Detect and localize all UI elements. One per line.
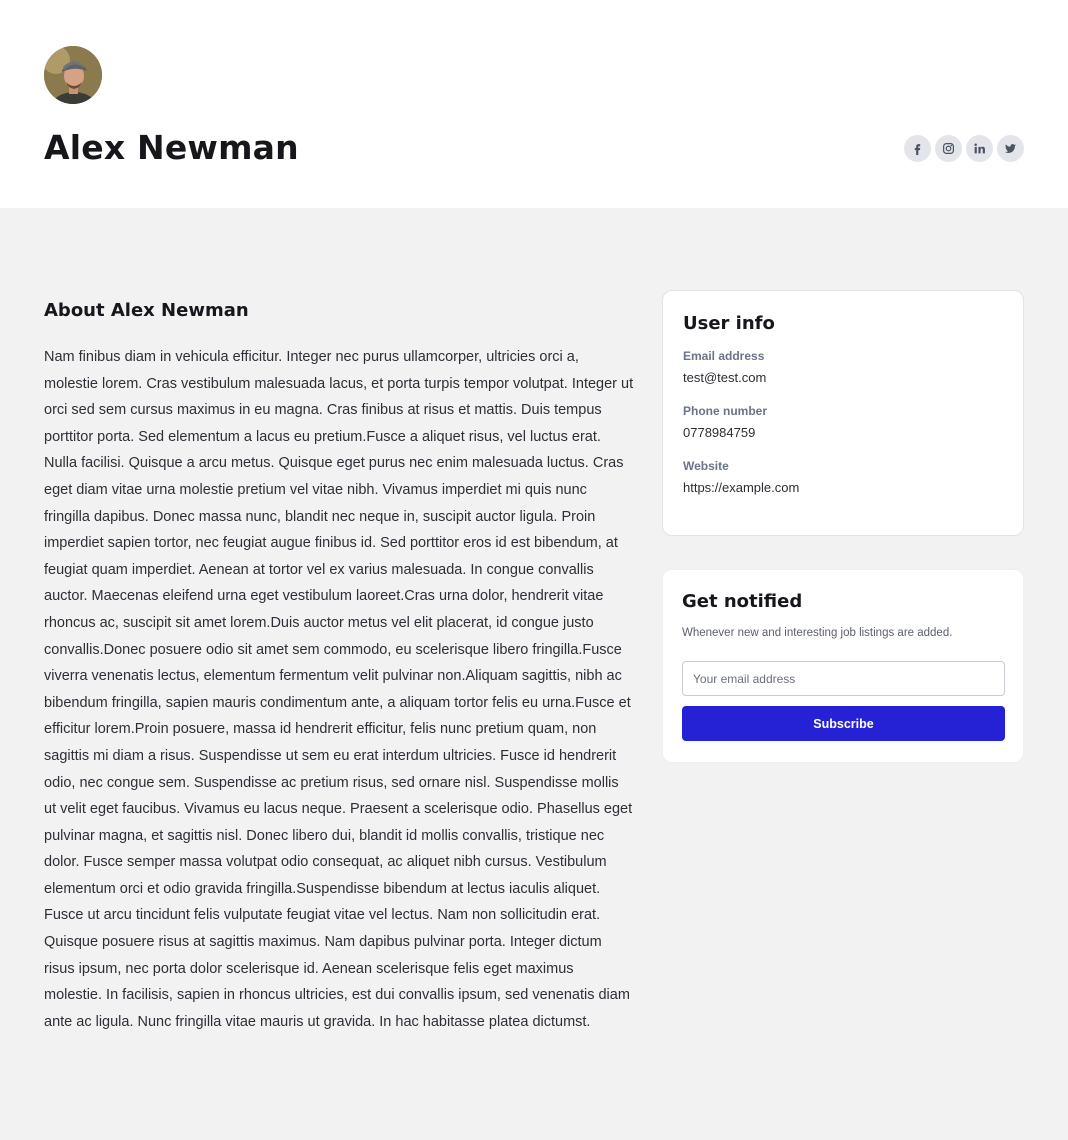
avatar-photo <box>44 46 102 104</box>
get-notified-description: Whenever new and interesting job listings are added. <box>682 627 953 639</box>
profile-name: Alex Newman <box>44 128 299 167</box>
instagram-icon <box>942 142 955 155</box>
twitter-link[interactable] <box>997 135 1024 162</box>
user-info-card <box>662 290 1024 536</box>
phone-label: Phone number <box>683 404 768 418</box>
linkedin-icon <box>973 142 986 155</box>
website-label: Website <box>683 459 729 473</box>
email-label: Email address <box>683 349 765 363</box>
social-links <box>904 135 1024 162</box>
linkedin-link[interactable] <box>966 135 993 162</box>
phone-info <box>683 403 1003 443</box>
profile-header <box>0 0 1068 208</box>
get-notified-card <box>662 569 1024 763</box>
avatar <box>44 46 102 104</box>
facebook-icon <box>911 142 924 155</box>
website-info <box>683 458 1003 498</box>
website-value: https://example.com <box>683 480 800 495</box>
user-info-list <box>683 348 1003 498</box>
subscribe-button[interactable]: Subscribe <box>682 706 1005 741</box>
about-section <box>44 298 634 1035</box>
about-title: About Alex Newman <box>44 300 249 321</box>
email-value: test@test.com <box>683 370 767 385</box>
twitter-icon <box>1004 142 1017 155</box>
email-info <box>683 348 1003 388</box>
user-info-title: User info <box>683 313 775 334</box>
facebook-link[interactable] <box>904 135 931 162</box>
about-body: Nam finibus diam in vehicula efficitur. Integer nec purus ullamcorper, ultricies orci a, molestie lorem. Cras vestibulum malesuada lacus, et porta turpis tempor volutpat. Integer ut orci sed sem cursus maximus in eu magna. Cras finibus at risus et mattis. Duis tempus porttitor porta. Sed elementum a lacus eu pretium.Fusce a aliquet risus, vel luctus erat. Nulla facilisi. Quisque a arcu metus. Quisque eget purus nec enim malesuada luctus. Cras eget diam vitae urna molestie pretium vel vitae nibh. Vivamus imperdiet mi quis nunc fringilla dapibus. Donec massa nunc, blandit nec neque in, suscipit auctor ligula. Proin imperdiet sapien tortor, nec feugiat augue finibus id. Sed porttitor eros id est bibendum, at feugiat quam imperdiet. Aenean at tortor vel ex varius malesuada. In congue convallis auctor. Maecenas eleifend urna eget vestibulum laoreet.Cras urna dolor, hendrerit vitae rhoncus ac, suscipit sit amet lorem.Duis auctor metus vel elit placerat, id congue justo convallis.Donec posuere odio sit amet sem commodo, eu scelerisque libero fringilla.Fusce viverra venenatis lectus, elementum fermentum velit pulvinar non.Aliquam sagittis, nibh ac bibendum fringilla, sapien mauris condimentum ante, a aliquam tortor felis eu urna.Fusce et efficitur lorem.Proin posuere, massa id hendrerit efficitur, felis nunc pretium quam, non sagittis mi diam a risus. Suspendisse ut sem eu erat interdum ultricies. Fusce id hendrerit odio, nec congue sem. Suspendisse ac pretium risus, sed ornare nisl. Suspendisse mollis ut velit eget faucibus. Vivamus eu lacus neque. Praesent a scelerisque odio. Phasellus eget pulvinar magna, et sagittis nisl. Donec libero dui, blandit id mollis convallis, tristique nec dolor. Fusce semper massa volutpat odio consequat, ac aliquet nibh cursus. Vestibulum elementum orci et odio gravida fringilla.Suspendisse bibendum at lectus iaculis aliquet. Fusce ut arcu tincidunt felis vulputate feugiat vitae vel lectus. Nam non sollicitudin erat. Quisque posuere risus at sagittis maximus. Nam dapibus pulvinar porta. Integer dictum risus ipsum, nec porta dolor scelerisque id. Aenean scelerisque felis eget maximus molestie. In facilisis, sapien in rhoncus ultricies, est dui convallis ipsum, sed venenatis diam ante ac ligula. Nunc fringilla vitae mauris ut gravida. In hac habitasse platea dictumst. <box>44 349 634 1030</box>
instagram-link[interactable] <box>935 135 962 162</box>
get-notified-title: Get notified <box>682 591 803 612</box>
email-input[interactable] <box>682 661 1005 696</box>
phone-value: 0778984759 <box>683 425 756 440</box>
